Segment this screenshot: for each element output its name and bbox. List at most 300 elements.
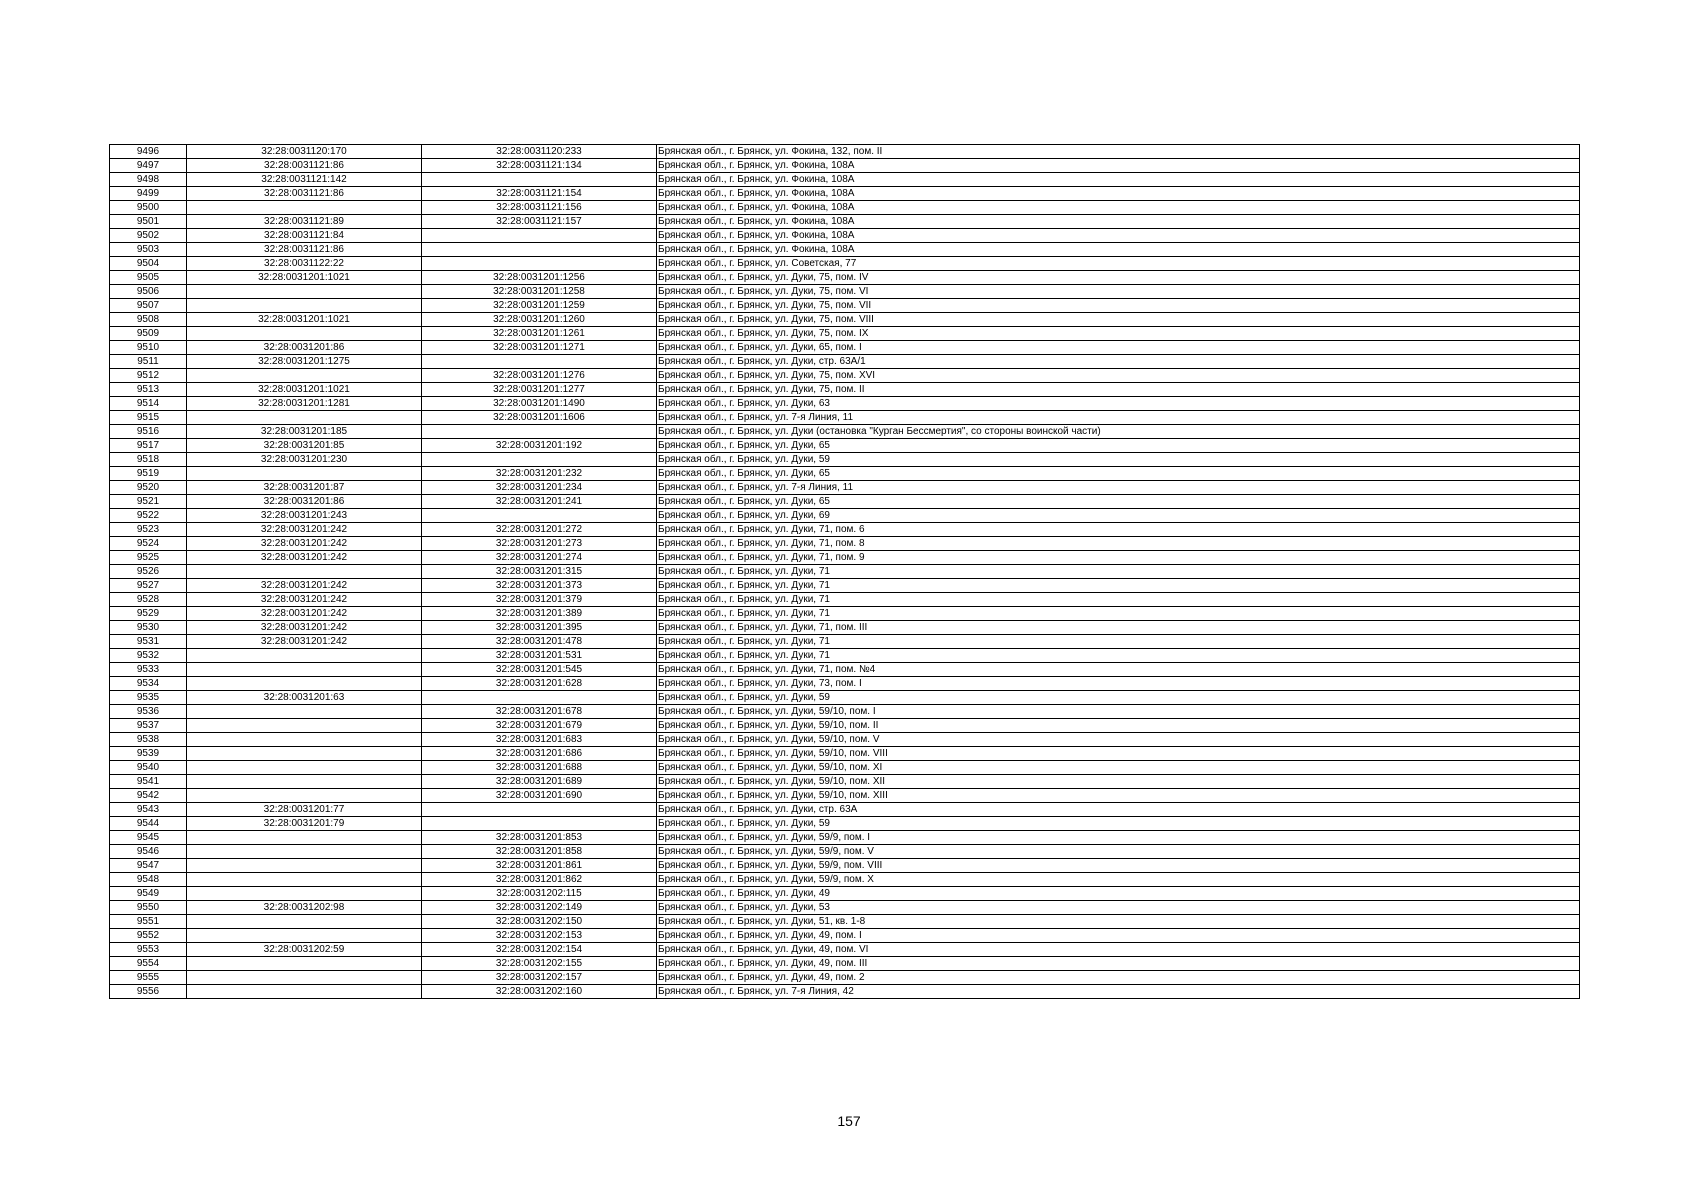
- row-number-cell: 9508: [110, 313, 187, 327]
- row-number-cell: 9541: [110, 775, 187, 789]
- row-number-cell: 9497: [110, 159, 187, 173]
- land-cadastral-number-cell: 32:28:0031201:85: [187, 439, 422, 453]
- row-number-cell: 9556: [110, 985, 187, 999]
- table-row: [110, 509, 1580, 523]
- row-number-cell: 9524: [110, 537, 187, 551]
- address-cell: Брянская обл., г. Брянск, ул. Дуки, 49: [657, 887, 1580, 901]
- row-number-cell: 9528: [110, 593, 187, 607]
- table-row: [110, 579, 1580, 593]
- table-row: [110, 733, 1580, 747]
- address-cell: Брянская обл., г. Брянск, ул. Дуки, 49, пом. I: [657, 929, 1580, 943]
- object-cadastral-number-cell: 32:28:0031201:853: [422, 831, 657, 845]
- object-cadastral-number-cell: 32:28:0031201:395: [422, 621, 657, 635]
- table-row: [110, 761, 1580, 775]
- address-cell: Брянская обл., г. Брянск, ул. Дуки, 71, пом. №4: [657, 663, 1580, 677]
- land-cadastral-number-cell: 32:28:0031201:1021: [187, 383, 422, 397]
- row-number-cell: 9512: [110, 369, 187, 383]
- row-number-cell: 9533: [110, 663, 187, 677]
- land-cadastral-number-cell: 32:28:0031201:87: [187, 481, 422, 495]
- land-cadastral-number-cell: 32:28:0031201:86: [187, 495, 422, 509]
- land-cadastral-number-cell: [187, 649, 422, 663]
- object-cadastral-number-cell: 32:28:0031201:241: [422, 495, 657, 509]
- object-cadastral-number-cell: 32:28:0031201:274: [422, 551, 657, 565]
- table-row: [110, 313, 1580, 327]
- row-number-cell: 9520: [110, 481, 187, 495]
- table-row: [110, 691, 1580, 705]
- land-cadastral-number-cell: 32:28:0031202:59: [187, 943, 422, 957]
- table-row: [110, 901, 1580, 915]
- row-number-cell: 9521: [110, 495, 187, 509]
- row-number-cell: 9539: [110, 747, 187, 761]
- row-number-cell: 9504: [110, 257, 187, 271]
- land-cadastral-number-cell: [187, 565, 422, 579]
- land-cadastral-number-cell: [187, 985, 422, 999]
- row-number-cell: 9517: [110, 439, 187, 453]
- object-cadastral-number-cell: 32:28:0031121:134: [422, 159, 657, 173]
- object-cadastral-number-cell: 32:28:0031201:1258: [422, 285, 657, 299]
- table-row: [110, 257, 1580, 271]
- row-number-cell: 9548: [110, 873, 187, 887]
- row-number-cell: 9527: [110, 579, 187, 593]
- table-row: [110, 803, 1580, 817]
- object-cadastral-number-cell: 32:28:0031120:233: [422, 145, 657, 159]
- land-cadastral-number-cell: 32:28:0031121:84: [187, 229, 422, 243]
- object-cadastral-number-cell: 32:28:0031201:389: [422, 607, 657, 621]
- table-row: [110, 481, 1580, 495]
- address-cell: Брянская обл., г. Брянск, ул. Дуки, 59/9, пом. I: [657, 831, 1580, 845]
- table-row: [110, 523, 1580, 537]
- table-row: [110, 887, 1580, 901]
- row-number-cell: 9496: [110, 145, 187, 159]
- address-cell: Брянская обл., г. Брянск, ул. Фокина, 108А: [657, 229, 1580, 243]
- row-number-cell: 9546: [110, 845, 187, 859]
- object-cadastral-number-cell: 32:28:0031202:157: [422, 971, 657, 985]
- address-cell: Брянская обл., г. Брянск, ул. Дуки, 73, пом. I: [657, 677, 1580, 691]
- land-cadastral-number-cell: 32:28:0031201:243: [187, 509, 422, 523]
- row-number-cell: 9522: [110, 509, 187, 523]
- land-cadastral-number-cell: 32:28:0031201:242: [187, 537, 422, 551]
- land-cadastral-number-cell: [187, 887, 422, 901]
- table-row: [110, 537, 1580, 551]
- table-row: [110, 943, 1580, 957]
- address-cell: Брянская обл., г. Брянск, ул. Дуки, 59/10, пом. XIII: [657, 789, 1580, 803]
- table-row: [110, 425, 1580, 439]
- row-number-cell: 9499: [110, 187, 187, 201]
- object-cadastral-number-cell: [422, 803, 657, 817]
- object-cadastral-number-cell: 32:28:0031201:1260: [422, 313, 657, 327]
- land-cadastral-number-cell: 32:28:0031120:170: [187, 145, 422, 159]
- object-cadastral-number-cell: [422, 691, 657, 705]
- address-cell: Брянская обл., г. Брянск, ул. Дуки, 65: [657, 439, 1580, 453]
- address-cell: Брянская обл., г. Брянск, ул. 7-я Линия, 11: [657, 411, 1580, 425]
- object-cadastral-number-cell: 32:28:0031202:154: [422, 943, 657, 957]
- address-cell: Брянская обл., г. Брянск, ул. Дуки, 71: [657, 607, 1580, 621]
- row-number-cell: 9549: [110, 887, 187, 901]
- land-cadastral-number-cell: [187, 775, 422, 789]
- object-cadastral-number-cell: 32:28:0031202:115: [422, 887, 657, 901]
- address-cell: Брянская обл., г. Брянск, ул. Дуки, 65: [657, 467, 1580, 481]
- row-number-cell: 9511: [110, 355, 187, 369]
- table-row: [110, 705, 1580, 719]
- table-row: [110, 411, 1580, 425]
- row-number-cell: 9545: [110, 831, 187, 845]
- registry-table-body: [110, 145, 1580, 999]
- row-number-cell: 9523: [110, 523, 187, 537]
- address-cell: Брянская обл., г. Брянск, ул. Дуки, 59: [657, 817, 1580, 831]
- object-cadastral-number-cell: 32:28:0031201:1490: [422, 397, 657, 411]
- land-cadastral-number-cell: 32:28:0031201:242: [187, 551, 422, 565]
- address-cell: Брянская обл., г. Брянск, ул. Фокина, 108А: [657, 159, 1580, 173]
- table-row: [110, 957, 1580, 971]
- land-cadastral-number-cell: [187, 369, 422, 383]
- land-cadastral-number-cell: 32:28:0031201:86: [187, 341, 422, 355]
- address-cell: Брянская обл., г. Брянск, ул. Дуки, 51, кв. 1-8: [657, 915, 1580, 929]
- table-row: [110, 663, 1580, 677]
- table-row: [110, 383, 1580, 397]
- land-cadastral-number-cell: [187, 747, 422, 761]
- land-cadastral-number-cell: [187, 327, 422, 341]
- table-row: [110, 215, 1580, 229]
- row-number-cell: 9531: [110, 635, 187, 649]
- object-cadastral-number-cell: 32:28:0031121:154: [422, 187, 657, 201]
- object-cadastral-number-cell: 32:28:0031201:1606: [422, 411, 657, 425]
- row-number-cell: 9534: [110, 677, 187, 691]
- table-row: [110, 271, 1580, 285]
- object-cadastral-number-cell: [422, 509, 657, 523]
- object-cadastral-number-cell: 32:28:0031201:1256: [422, 271, 657, 285]
- row-number-cell: 9553: [110, 943, 187, 957]
- address-cell: Брянская обл., г. Брянск, ул. Дуки, 59/10, пом. II: [657, 719, 1580, 733]
- table-row: [110, 439, 1580, 453]
- row-number-cell: 9526: [110, 565, 187, 579]
- address-cell: Брянская обл., г. Брянск, ул. Дуки, стр. 63А: [657, 803, 1580, 817]
- table-row: [110, 831, 1580, 845]
- table-row: [110, 747, 1580, 761]
- land-cadastral-number-cell: 32:28:0031121:142: [187, 173, 422, 187]
- address-cell: Брянская обл., г. Брянск, ул. 7-я Линия, 11: [657, 481, 1580, 495]
- land-cadastral-number-cell: 32:28:0031201:185: [187, 425, 422, 439]
- address-cell: Брянская обл., г. Брянск, ул. Дуки, 59/9, пом. X: [657, 873, 1580, 887]
- land-cadastral-number-cell: 32:28:0031201:242: [187, 579, 422, 593]
- land-cadastral-number-cell: [187, 719, 422, 733]
- address-cell: Брянская обл., г. Брянск, ул. Дуки, 63: [657, 397, 1580, 411]
- object-cadastral-number-cell: 32:28:0031201:272: [422, 523, 657, 537]
- address-cell: Брянская обл., г. Брянск, ул. Советская, 77: [657, 257, 1580, 271]
- row-number-cell: 9550: [110, 901, 187, 915]
- table-row: [110, 467, 1580, 481]
- address-cell: Брянская обл., г. Брянск, ул. Дуки, 71, пом. 9: [657, 551, 1580, 565]
- row-number-cell: 9502: [110, 229, 187, 243]
- address-cell: Брянская обл., г. Брянск, ул. Дуки, 75, пом. IV: [657, 271, 1580, 285]
- land-cadastral-number-cell: [187, 705, 422, 719]
- table-row: [110, 593, 1580, 607]
- land-cadastral-number-cell: 32:28:0031201:242: [187, 593, 422, 607]
- object-cadastral-number-cell: 32:28:0031201:273: [422, 537, 657, 551]
- table-row: [110, 285, 1580, 299]
- land-cadastral-number-cell: [187, 663, 422, 677]
- object-cadastral-number-cell: 32:28:0031201:688: [422, 761, 657, 775]
- land-cadastral-number-cell: 32:28:0031201:1281: [187, 397, 422, 411]
- land-cadastral-number-cell: 32:28:0031121:89: [187, 215, 422, 229]
- table-row: [110, 397, 1580, 411]
- table-row: [110, 551, 1580, 565]
- row-number-cell: 9544: [110, 817, 187, 831]
- table-row: [110, 789, 1580, 803]
- row-number-cell: 9554: [110, 957, 187, 971]
- address-cell: Брянская обл., г. Брянск, ул. Дуки, 75, пом. II: [657, 383, 1580, 397]
- table-row: [110, 607, 1580, 621]
- object-cadastral-number-cell: 32:28:0031201:862: [422, 873, 657, 887]
- land-cadastral-number-cell: [187, 285, 422, 299]
- address-cell: Брянская обл., г. Брянск, ул. Дуки, 71, пом. 6: [657, 523, 1580, 537]
- land-cadastral-number-cell: 32:28:0031201:1021: [187, 271, 422, 285]
- address-cell: Брянская обл., г. Брянск, ул. Фокина, 132, пом. II: [657, 145, 1580, 159]
- row-number-cell: 9525: [110, 551, 187, 565]
- object-cadastral-number-cell: 32:28:0031202:160: [422, 985, 657, 999]
- address-cell: Брянская обл., г. Брянск, ул. Дуки, 59: [657, 691, 1580, 705]
- land-cadastral-number-cell: [187, 845, 422, 859]
- row-number-cell: 9542: [110, 789, 187, 803]
- address-cell: Брянская обл., г. Брянск, ул. Дуки (остановка "Курган Бессмертия", со стороны воинской части): [657, 425, 1580, 439]
- table-row: [110, 327, 1580, 341]
- object-cadastral-number-cell: 32:28:0031201:628: [422, 677, 657, 691]
- object-cadastral-number-cell: [422, 425, 657, 439]
- object-cadastral-number-cell: [422, 243, 657, 257]
- address-cell: Брянская обл., г. Брянск, ул. Дуки, 75, пом. XVI: [657, 369, 1580, 383]
- land-cadastral-number-cell: [187, 831, 422, 845]
- object-cadastral-number-cell: 32:28:0031201:1271: [422, 341, 657, 355]
- object-cadastral-number-cell: 32:28:0031201:315: [422, 565, 657, 579]
- land-cadastral-number-cell: 32:28:0031121:86: [187, 243, 422, 257]
- table-row: [110, 341, 1580, 355]
- address-cell: Брянская обл., г. Брянск, ул. Дуки, 71: [657, 565, 1580, 579]
- address-cell: Брянская обл., г. Брянск, ул. Фокина, 108А: [657, 173, 1580, 187]
- table-row: [110, 719, 1580, 733]
- object-cadastral-number-cell: 32:28:0031121:156: [422, 201, 657, 215]
- object-cadastral-number-cell: 32:28:0031201:683: [422, 733, 657, 747]
- address-cell: Брянская обл., г. Брянск, ул. Дуки, 59/10, пом. XII: [657, 775, 1580, 789]
- object-cadastral-number-cell: 32:28:0031201:686: [422, 747, 657, 761]
- row-number-cell: 9536: [110, 705, 187, 719]
- row-number-cell: 9503: [110, 243, 187, 257]
- row-number-cell: 9500: [110, 201, 187, 215]
- land-cadastral-number-cell: [187, 411, 422, 425]
- object-cadastral-number-cell: 32:28:0031201:858: [422, 845, 657, 859]
- land-cadastral-number-cell: 32:28:0031201:77: [187, 803, 422, 817]
- object-cadastral-number-cell: 32:28:0031201:689: [422, 775, 657, 789]
- address-cell: Брянская обл., г. Брянск, ул. Дуки, 59/10, пом. I: [657, 705, 1580, 719]
- table-row: [110, 201, 1580, 215]
- row-number-cell: 9535: [110, 691, 187, 705]
- object-cadastral-number-cell: 32:28:0031201:690: [422, 789, 657, 803]
- row-number-cell: 9529: [110, 607, 187, 621]
- table-row: [110, 159, 1580, 173]
- land-cadastral-number-cell: [187, 761, 422, 775]
- address-cell: Брянская обл., г. Брянск, ул. Дуки, 59/10, пом. VIII: [657, 747, 1580, 761]
- row-number-cell: 9530: [110, 621, 187, 635]
- row-number-cell: 9532: [110, 649, 187, 663]
- object-cadastral-number-cell: 32:28:0031201:478: [422, 635, 657, 649]
- table-row: [110, 173, 1580, 187]
- object-cadastral-number-cell: 32:28:0031202:149: [422, 901, 657, 915]
- row-number-cell: 9507: [110, 299, 187, 313]
- land-cadastral-number-cell: [187, 677, 422, 691]
- address-cell: Брянская обл., г. Брянск, ул. Дуки, 71, пом. 8: [657, 537, 1580, 551]
- row-number-cell: 9506: [110, 285, 187, 299]
- table-row: [110, 229, 1580, 243]
- row-number-cell: 9552: [110, 929, 187, 943]
- object-cadastral-number-cell: [422, 257, 657, 271]
- row-number-cell: 9540: [110, 761, 187, 775]
- row-number-cell: 9501: [110, 215, 187, 229]
- object-cadastral-number-cell: [422, 453, 657, 467]
- row-number-cell: 9510: [110, 341, 187, 355]
- row-number-cell: 9519: [110, 467, 187, 481]
- address-cell: Брянская обл., г. Брянск, ул. Дуки, 71: [657, 649, 1580, 663]
- object-cadastral-number-cell: 32:28:0031201:678: [422, 705, 657, 719]
- object-cadastral-number-cell: [422, 229, 657, 243]
- land-cadastral-number-cell: 32:28:0031121:86: [187, 187, 422, 201]
- row-number-cell: 9538: [110, 733, 187, 747]
- object-cadastral-number-cell: 32:28:0031201:1276: [422, 369, 657, 383]
- object-cadastral-number-cell: 32:28:0031201:545: [422, 663, 657, 677]
- land-cadastral-number-cell: 32:28:0031202:98: [187, 901, 422, 915]
- table-row: [110, 187, 1580, 201]
- table-row: [110, 873, 1580, 887]
- address-cell: Брянская обл., г. Брянск, ул. Фокина, 108А: [657, 243, 1580, 257]
- table-row: [110, 635, 1580, 649]
- object-cadastral-number-cell: 32:28:0031201:531: [422, 649, 657, 663]
- table-row: [110, 621, 1580, 635]
- object-cadastral-number-cell: 32:28:0031201:1259: [422, 299, 657, 313]
- address-cell: Брянская обл., г. Брянск, ул. Дуки, 59/9, пом. VIII: [657, 859, 1580, 873]
- table-row: [110, 145, 1580, 159]
- table-row: [110, 915, 1580, 929]
- address-cell: Брянская обл., г. Брянск, ул. Дуки, 75, пом. IX: [657, 327, 1580, 341]
- land-cadastral-number-cell: 32:28:0031121:86: [187, 159, 422, 173]
- row-number-cell: 9498: [110, 173, 187, 187]
- object-cadastral-number-cell: 32:28:0031201:373: [422, 579, 657, 593]
- object-cadastral-number-cell: 32:28:0031201:379: [422, 593, 657, 607]
- address-cell: Брянская обл., г. Брянск, ул. Дуки, 75, пом. VI: [657, 285, 1580, 299]
- address-cell: Брянская обл., г. Брянск, ул. Дуки, 71: [657, 635, 1580, 649]
- object-cadastral-number-cell: [422, 817, 657, 831]
- address-cell: Брянская обл., г. Брянск, ул. Фокина, 108А: [657, 201, 1580, 215]
- address-cell: Брянская обл., г. Брянск, ул. Дуки, 65: [657, 495, 1580, 509]
- row-number-cell: 9505: [110, 271, 187, 285]
- land-cadastral-number-cell: 32:28:0031201:1021: [187, 313, 422, 327]
- address-cell: Брянская обл., г. Брянск, ул. Дуки, 69: [657, 509, 1580, 523]
- row-number-cell: 9509: [110, 327, 187, 341]
- table-row: [110, 369, 1580, 383]
- address-cell: Брянская обл., г. Брянск, ул. Фокина, 108А: [657, 215, 1580, 229]
- row-number-cell: 9551: [110, 915, 187, 929]
- land-cadastral-number-cell: 32:28:0031201:230: [187, 453, 422, 467]
- object-cadastral-number-cell: 32:28:0031202:153: [422, 929, 657, 943]
- table-row: [110, 775, 1580, 789]
- address-cell: Брянская обл., г. Брянск, ул. Дуки, 71: [657, 593, 1580, 607]
- address-cell: Брянская обл., г. Брянск, ул. Дуки, 71: [657, 579, 1580, 593]
- table-row: [110, 985, 1580, 999]
- address-cell: Брянская обл., г. Брянск, ул. Дуки, 59/10, пом. XI: [657, 761, 1580, 775]
- address-cell: Брянская обл., г. Брянск, ул. Дуки, 75, пом. VII: [657, 299, 1580, 313]
- land-cadastral-number-cell: [187, 957, 422, 971]
- row-number-cell: 9537: [110, 719, 187, 733]
- table-row: [110, 355, 1580, 369]
- address-cell: Брянская обл., г. Брянск, ул. Дуки, 71, пом. III: [657, 621, 1580, 635]
- object-cadastral-number-cell: 32:28:0031201:1261: [422, 327, 657, 341]
- land-cadastral-number-cell: [187, 859, 422, 873]
- land-cadastral-number-cell: 32:28:0031201:79: [187, 817, 422, 831]
- table-row: [110, 971, 1580, 985]
- table-row: [110, 495, 1580, 509]
- table-row: [110, 817, 1580, 831]
- object-cadastral-number-cell: 32:28:0031201:679: [422, 719, 657, 733]
- object-cadastral-number-cell: 32:28:0031201:234: [422, 481, 657, 495]
- land-cadastral-number-cell: 32:28:0031122:22: [187, 257, 422, 271]
- land-cadastral-number-cell: 32:28:0031201:242: [187, 621, 422, 635]
- object-cadastral-number-cell: 32:28:0031201:192: [422, 439, 657, 453]
- address-cell: Брянская обл., г. Брянск, ул. Дуки, 49, пом. 2: [657, 971, 1580, 985]
- table-row: [110, 649, 1580, 663]
- row-number-cell: 9555: [110, 971, 187, 985]
- row-number-cell: 9547: [110, 859, 187, 873]
- land-cadastral-number-cell: 32:28:0031201:242: [187, 523, 422, 537]
- address-cell: Брянская обл., г. Брянск, ул. Дуки, 49, пом. III: [657, 957, 1580, 971]
- address-cell: Брянская обл., г. Брянск, ул. Дуки, 59/10, пом. V: [657, 733, 1580, 747]
- page-number: 157: [837, 1113, 861, 1129]
- row-number-cell: 9516: [110, 425, 187, 439]
- land-cadastral-number-cell: [187, 971, 422, 985]
- table-row: [110, 845, 1580, 859]
- object-cadastral-number-cell: 32:28:0031201:1277: [422, 383, 657, 397]
- address-cell: Брянская обл., г. Брянск, ул. Дуки, 49, пом. VI: [657, 943, 1580, 957]
- land-cadastral-number-cell: 32:28:0031201:242: [187, 635, 422, 649]
- address-cell: Брянская обл., г. Брянск, ул. Дуки, 59/9, пом. V: [657, 845, 1580, 859]
- table-row: [110, 243, 1580, 257]
- object-cadastral-number-cell: 32:28:0031201:232: [422, 467, 657, 481]
- address-cell: Брянская обл., г. Брянск, ул. Дуки, 53: [657, 901, 1580, 915]
- row-number-cell: 9513: [110, 383, 187, 397]
- land-cadastral-number-cell: [187, 299, 422, 313]
- object-cadastral-number-cell: [422, 173, 657, 187]
- land-cadastral-number-cell: [187, 873, 422, 887]
- address-cell: Брянская обл., г. Брянск, ул. Дуки, стр. 63А/1: [657, 355, 1580, 369]
- land-cadastral-number-cell: 32:28:0031201:242: [187, 607, 422, 621]
- table-row: [110, 565, 1580, 579]
- row-number-cell: 9518: [110, 453, 187, 467]
- land-cadastral-number-cell: [187, 915, 422, 929]
- object-cadastral-number-cell: [422, 355, 657, 369]
- table-row: [110, 453, 1580, 467]
- table-row: [110, 929, 1580, 943]
- land-cadastral-number-cell: 32:28:0031201:1275: [187, 355, 422, 369]
- land-cadastral-number-cell: 32:28:0031201:63: [187, 691, 422, 705]
- land-cadastral-number-cell: [187, 789, 422, 803]
- land-cadastral-number-cell: [187, 201, 422, 215]
- table-row: [110, 299, 1580, 313]
- address-cell: Брянская обл., г. Брянск, ул. Дуки, 75, пом. VIII: [657, 313, 1580, 327]
- table-row: [110, 859, 1580, 873]
- object-cadastral-number-cell: 32:28:0031201:861: [422, 859, 657, 873]
- object-cadastral-number-cell: 32:28:0031202:155: [422, 957, 657, 971]
- row-number-cell: 9543: [110, 803, 187, 817]
- object-cadastral-number-cell: 32:28:0031202:150: [422, 915, 657, 929]
- table-row: [110, 677, 1580, 691]
- row-number-cell: 9515: [110, 411, 187, 425]
- address-cell: Брянская обл., г. Брянск, ул. Дуки, 65, пом. I: [657, 341, 1580, 355]
- address-cell: Брянская обл., г. Брянск, ул. 7-я Линия, 42: [657, 985, 1580, 999]
